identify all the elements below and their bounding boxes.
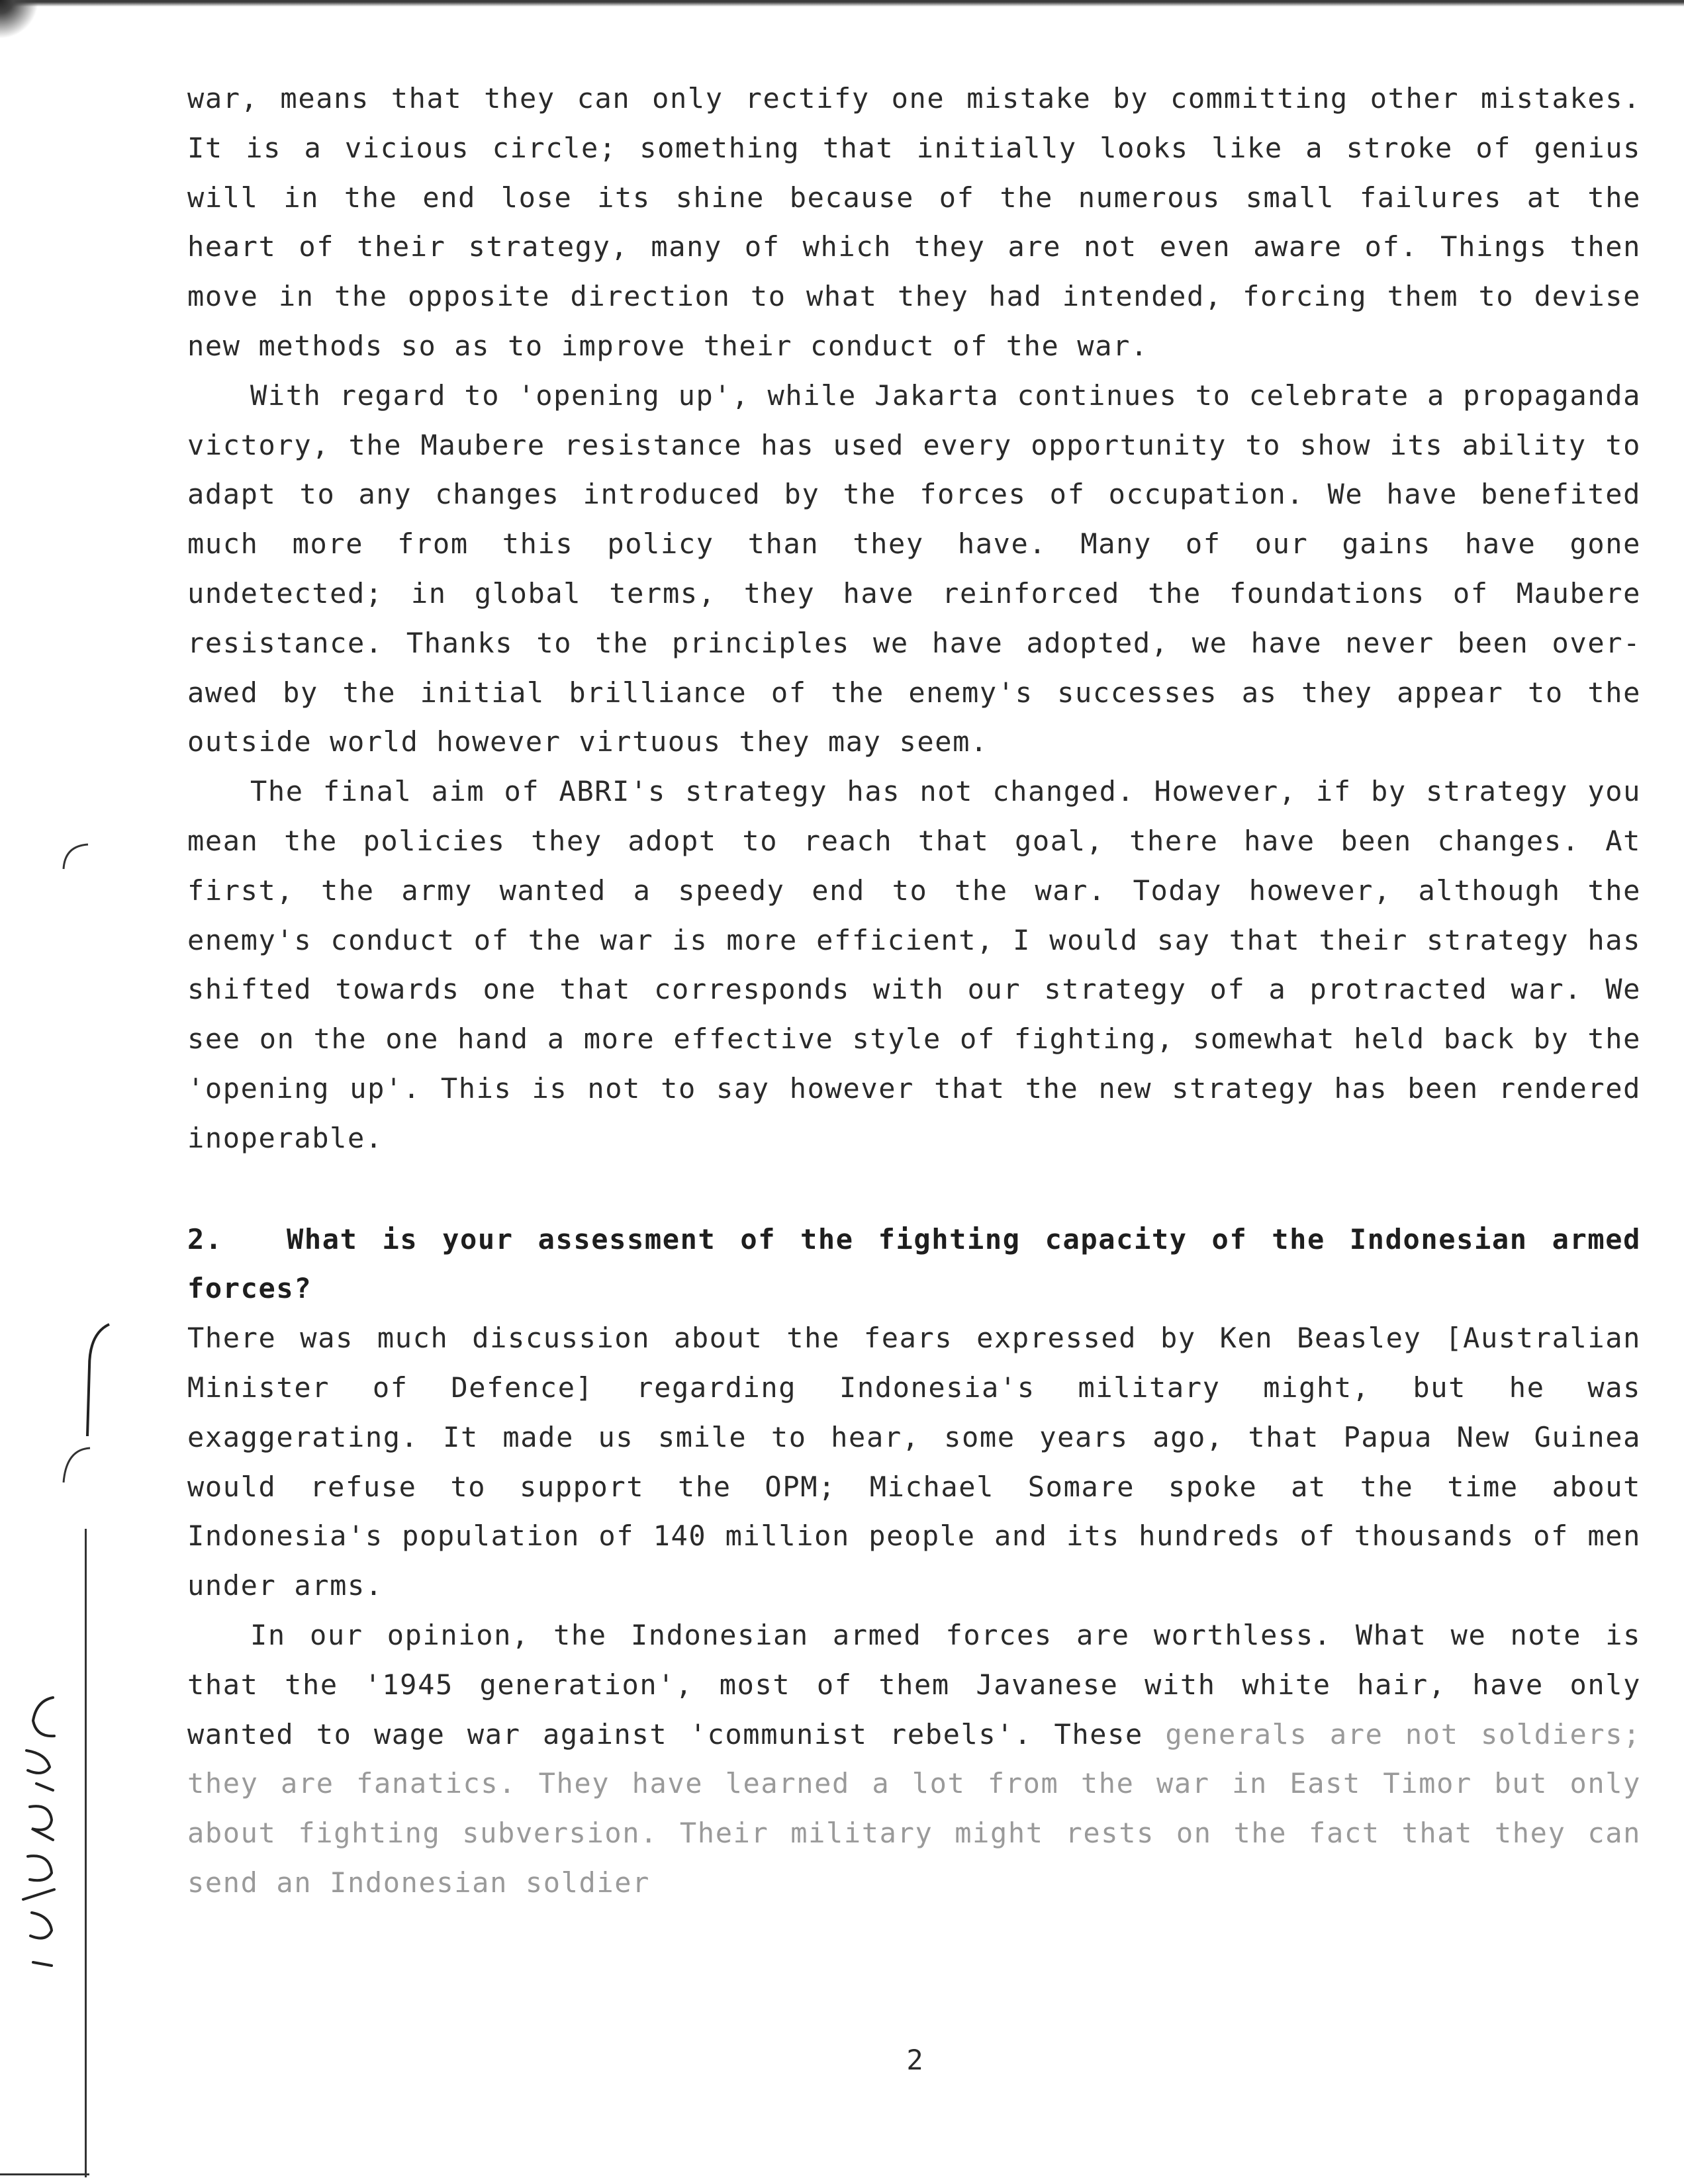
- question-heading: [187, 1215, 1641, 1314]
- text-line: note is that the '1945 generation', most of them Javanese with white: [187, 1618, 1642, 1701]
- margin-bracket-open: [73, 1320, 113, 1439]
- question-line: What is your assessment of the fighting capacity of the Indonesian: [287, 1222, 1552, 1255]
- text-line: With regard to 'opening up', while Jakarta continues to celebrate a: [250, 379, 1464, 412]
- page-number: 2: [906, 2044, 923, 2076]
- scan-top-edge: [0, 0, 1684, 7]
- question-number: 2.: [187, 1222, 223, 1255]
- text-line: had intended, forcing them to devise new methods so as to improve their: [187, 280, 1641, 362]
- question-line: armed forces?: [187, 1222, 1641, 1305]
- handwritten-include-note: [13, 1684, 60, 1989]
- text-line: the time about Indonesia's population of 140 million people and its: [187, 1470, 1642, 1553]
- text-line: propaganda victory, the Maubere resistance has used every opportunity to: [187, 379, 1641, 461]
- text-line: occupation. We have benefited much more from this policy than they have.: [187, 478, 1641, 561]
- text-line: brilliance of the enemy's successes as they appear to the outside world: [187, 676, 1641, 758]
- text-line: Papua New Guinea would refuse to support the OPM; Michael Somare spoke at: [187, 1420, 1641, 1503]
- text-line-faded: from the war in East Timor but only about fighting subversion. Their: [187, 1767, 1641, 1850]
- text-line: been changes. At first, the army wanted a speedy end to the war. Today: [187, 824, 1641, 907]
- text-line: strategy you mean the policies they adopt to reach that goal, there have: [187, 775, 1641, 857]
- text-line: reinforced the foundations of Maubere resistance. Thanks to the: [187, 576, 1641, 659]
- paragraph: [187, 1611, 1641, 1908]
- document-body: [187, 74, 1641, 1908]
- paragraph: [187, 371, 1641, 767]
- margin-bottom-line: [0, 2173, 89, 2175]
- text-line: hundreds of thousands of men under arms.: [187, 1520, 1642, 1602]
- text-line-faded: generals are not soldiers; they are fanatics. They have learned a lot: [187, 1717, 1641, 1800]
- text-line: In our opinion, the Indonesian armed forces are worthless. What we: [250, 1618, 1511, 1651]
- scan-corner-shadow: [0, 0, 40, 40]
- text-line: however virtuous they may seem.: [436, 725, 988, 758]
- text-line: would say that their strategy has shifted towards one that corresponds: [187, 923, 1641, 1006]
- text-line: but he was exaggerating. It made us smile to hear, some years ago, that: [187, 1371, 1641, 1453]
- text-line: however, although the enemy's conduct of the war is more efficient, I: [187, 874, 1641, 956]
- text-line: hair, have only wanted to wage war against 'communist rebels'. These: [187, 1668, 1641, 1751]
- text-line: even aware of. Things then move in the opposite direction to what they: [187, 230, 1641, 313]
- text-line: war, means that they can only rectify one mistake by committing other: [187, 82, 1481, 114]
- paragraph: [187, 767, 1641, 1163]
- paragraph: [187, 1314, 1641, 1611]
- text-line: with our strategy of a protracted war. We see on the one hand a more: [187, 973, 1641, 1056]
- margin-bracket-mark: [58, 1443, 91, 1489]
- text-line: effective style of fighting, somewhat held back by the 'opening up'. This: [187, 1023, 1641, 1105]
- text-line: stroke of genius will in the end lose its shine because of the numerous: [187, 131, 1641, 214]
- margin-vertical-line: [85, 1529, 87, 2177]
- text-line: The final aim of ABRI's strategy has not changed. However, if by: [250, 775, 1426, 808]
- paragraph: [187, 74, 1641, 371]
- text-line: mistakes. It is a vicious circle; something that initially looks like a: [187, 82, 1641, 164]
- text-line: show its ability to adapt to any changes introduced by the forces of: [187, 428, 1641, 511]
- text-line-faded: military might rests on the fact that they can send an Indonesian soldier: [187, 1817, 1642, 1899]
- text-line: There was much discussion about the fears expressed by Ken Beasley: [187, 1322, 1446, 1355]
- text-line: principles we have adopted, we have never been over-awed by the initial: [187, 626, 1641, 709]
- text-line: small failures at the heart of their strategy, many of which they are not: [187, 181, 1641, 263]
- margin-bracket-mark: [58, 839, 91, 872]
- text-line: conduct of the war.: [810, 329, 1148, 362]
- text-line: [Australian Minister of Defence] regarding Indonesia's military might,: [187, 1322, 1641, 1404]
- text-line: is not to say however that the new strategy has been rendered inoperable.: [187, 1071, 1641, 1154]
- text-line: Many of our gains have gone undetected; in global terms, they have: [187, 527, 1641, 610]
